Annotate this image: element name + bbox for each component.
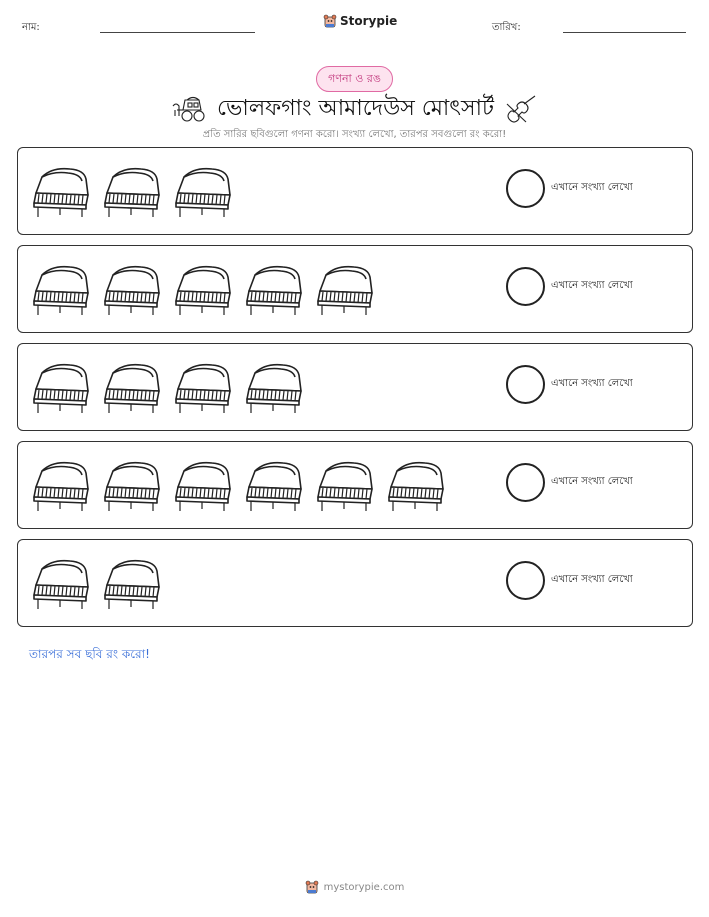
piano-group — [30, 355, 307, 423]
answer-circle[interactable] — [506, 561, 545, 600]
violin-icon — [504, 94, 538, 124]
answer-circle[interactable] — [506, 365, 545, 404]
answer-area — [506, 365, 633, 404]
counting-row — [17, 441, 693, 529]
grand-piano-icon — [172, 355, 236, 423]
footer-note: তারপর সব ছবি রং করো! — [29, 647, 150, 661]
title-row — [0, 92, 709, 126]
storypie-mascot-icon — [323, 13, 337, 29]
answer-circle[interactable] — [506, 267, 545, 306]
answer-label: এখানে সংখ্যা লেখো — [551, 476, 633, 487]
grand-piano-icon — [30, 551, 94, 619]
grand-piano-icon — [101, 551, 165, 619]
counting-row — [17, 343, 693, 431]
carriage-icon — [171, 94, 207, 124]
grand-piano-icon — [101, 257, 165, 325]
footer-url[interactable]: mystorypie.com — [323, 881, 405, 893]
answer-label: এখানে সংখ্যা লেখো — [551, 378, 633, 389]
answer-area — [506, 267, 633, 306]
grand-piano-icon — [385, 453, 449, 521]
grand-piano-icon — [30, 257, 94, 325]
name-label: নাম: — [22, 22, 40, 33]
piano-group — [30, 551, 165, 619]
answer-circle[interactable] — [506, 169, 545, 208]
answer-area — [506, 463, 633, 502]
grand-piano-icon — [243, 257, 307, 325]
counting-row — [17, 147, 693, 235]
answer-label: এখানে সংখ্যা লেখো — [551, 182, 633, 193]
footer — [0, 879, 709, 895]
grand-piano-icon — [314, 257, 378, 325]
grand-piano-icon — [30, 355, 94, 423]
answer-label: এখানে সংখ্যা লেখো — [551, 280, 633, 291]
worksheet-title: ভোলফগাং আমাদেউস মোৎসার্ট — [217, 95, 494, 121]
grand-piano-icon — [243, 355, 307, 423]
piano-group — [30, 453, 449, 521]
counting-rows — [17, 147, 693, 637]
storypie-mascot-icon — [305, 879, 319, 895]
answer-label: এখানে সংখ্যা লেখো — [551, 574, 633, 585]
grand-piano-icon — [30, 159, 94, 227]
grand-piano-icon — [314, 453, 378, 521]
grand-piano-icon — [101, 453, 165, 521]
category-badge: গণনা ও রঙ — [316, 66, 393, 92]
name-line[interactable] — [100, 32, 255, 33]
counting-row — [17, 539, 693, 627]
brand-logo — [323, 13, 397, 29]
date-label: তারিখ: — [492, 22, 521, 33]
instructions: প্রতি সারির ছবিগুলো গণনা করো। সংখ্যা লেখো, তারপর সবগুলো রং করো! — [202, 129, 507, 140]
grand-piano-icon — [172, 257, 236, 325]
answer-area — [506, 561, 633, 600]
grand-piano-icon — [101, 355, 165, 423]
date-line[interactable] — [563, 32, 686, 33]
counting-row — [17, 245, 693, 333]
grand-piano-icon — [172, 453, 236, 521]
answer-circle[interactable] — [506, 463, 545, 502]
brand-name: Storypie — [340, 14, 398, 28]
grand-piano-icon — [30, 453, 94, 521]
grand-piano-icon — [243, 453, 307, 521]
answer-area — [506, 169, 633, 208]
piano-group — [30, 159, 236, 227]
piano-group — [30, 257, 378, 325]
grand-piano-icon — [172, 159, 236, 227]
worksheet-header — [0, 0, 709, 50]
grand-piano-icon — [101, 159, 165, 227]
